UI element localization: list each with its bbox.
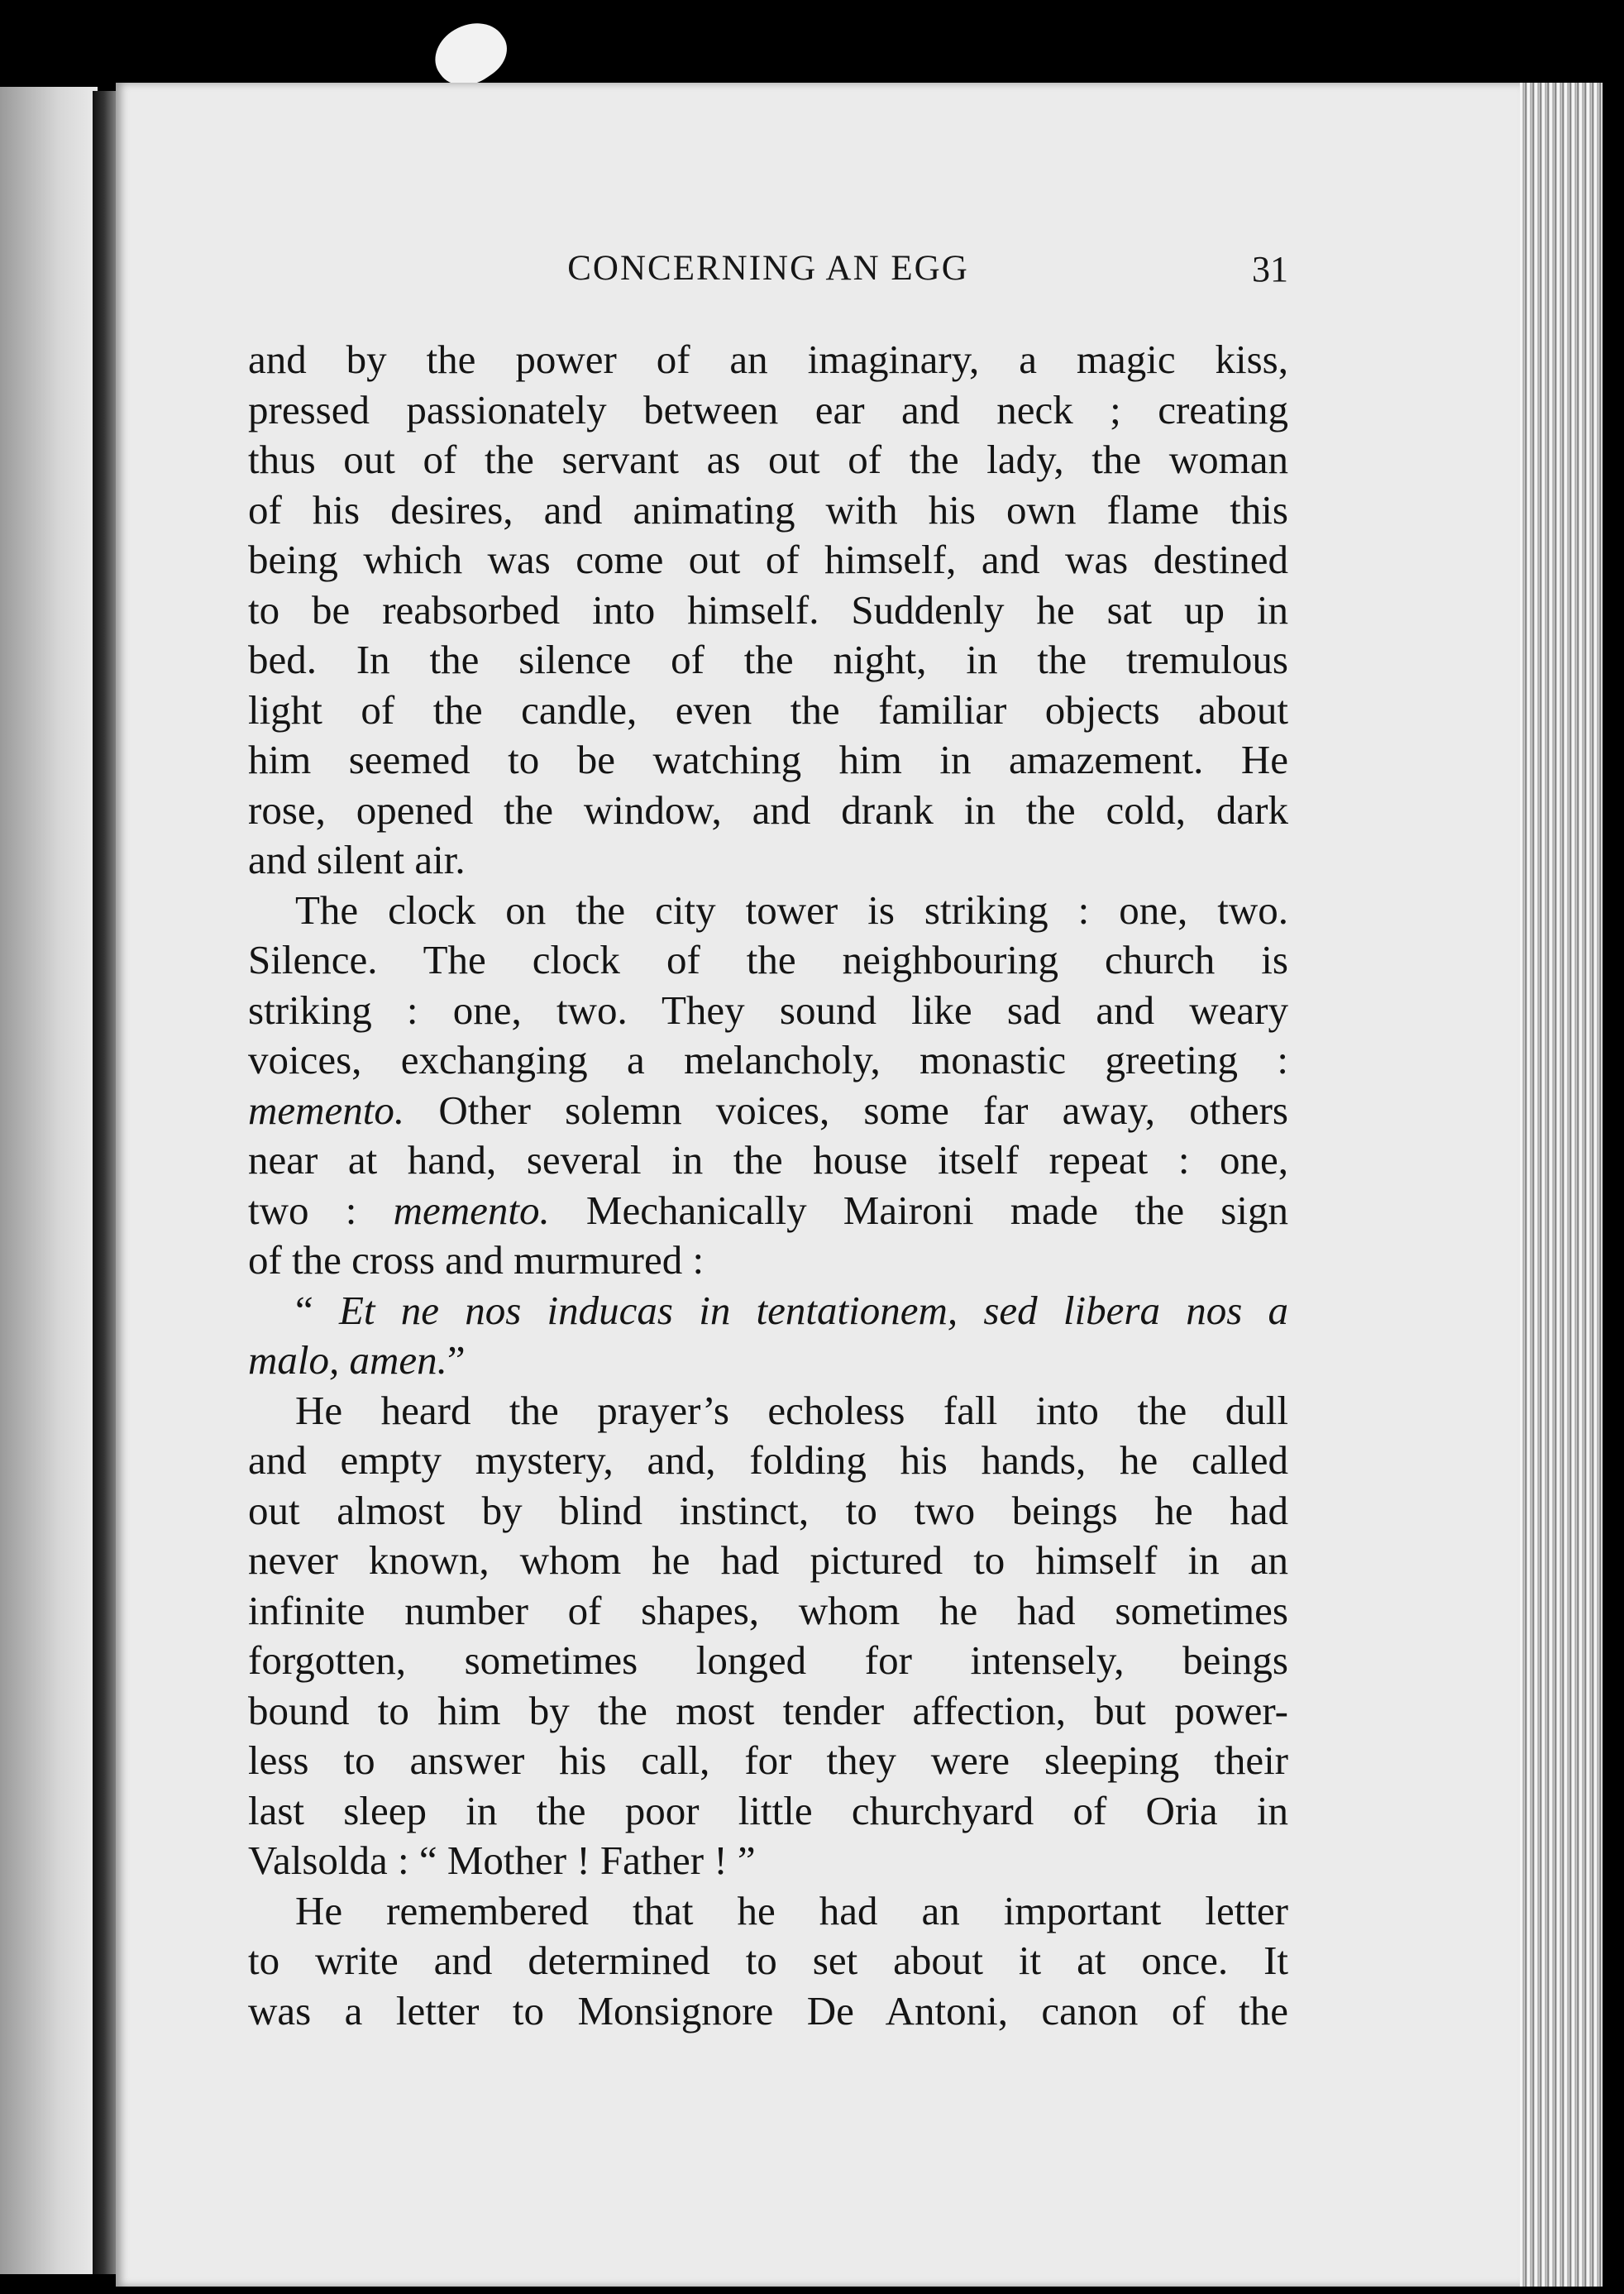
text-line: striking : one, two. They sound like sad and weary (248, 987, 1288, 1033)
open-quote: “ (295, 1287, 339, 1333)
text-line: out almost by blind instinct, to two beings he had (248, 1487, 1288, 1533)
italic-word: memento. (393, 1187, 550, 1233)
text-line: being which was come out of himself, and was destined (248, 537, 1288, 582)
text-line: was a letter to Monsignore De Antoni, canon of the (248, 1987, 1288, 2034)
book-gutter (93, 91, 117, 2274)
text-line: and by the power of an imaginary, a magic kiss, (248, 337, 1288, 382)
running-head (248, 248, 1288, 298)
text-line: pressed passionately between ear and neck ; creating (248, 386, 1288, 433)
body-text (248, 335, 1288, 2036)
text-line: voices, exchanging a melancholy, monastic greeting : (248, 1037, 1288, 1082)
text-line: bound to him by the most tender affection, but power- (248, 1687, 1288, 1733)
text-line: less to answer his call, for they were sleeping their (248, 1737, 1288, 1783)
text-line: light of the candle, even the familiar objects about (248, 686, 1288, 733)
text-line: of his desires, and animating with his own flame this (248, 486, 1288, 533)
close-quote: ” (447, 1337, 466, 1383)
prayer-line (248, 1286, 1288, 1336)
text-line: last sleep in the poor little churchyard of Oria in (248, 1787, 1288, 1833)
text-line: to write and determined to set about it at once. It (248, 1938, 1288, 1983)
text-line: He remembered that he had an important letter (295, 1887, 1288, 1933)
text-line: and empty mystery, and, folding his hands, he called (248, 1437, 1288, 1483)
page-number: 31 (1252, 249, 1288, 289)
text-line: near at hand, several in the house itself repeat : one, (248, 1137, 1288, 1183)
running-title: CONCERNING AN EGG (567, 249, 969, 288)
text-line: He heard the prayer’s echoless fall into the dull (295, 1387, 1288, 1433)
text-line: to be reabsorbed into himself. Suddenly he sat up in (248, 586, 1288, 633)
text-line: Valsolda : “ Mother ! Father ! ” (248, 1838, 756, 1883)
italic-word: memento. (248, 1087, 405, 1133)
page-edges (1520, 83, 1603, 2287)
prayer-line (248, 1336, 1288, 1386)
text-line: Silence. The clock of the neighbouring church is (248, 937, 1288, 982)
facing-page-edge (0, 87, 98, 2274)
text-line (248, 1186, 1288, 1236)
text-run: two : (248, 1187, 394, 1233)
text-line: infinite number of shapes, whom he had sometimes (248, 1587, 1288, 1633)
text-line (248, 1086, 1288, 1136)
text-line: forgotten, sometimes longed for intensely, beings (248, 1637, 1288, 1683)
text-run: Other solemn voices, some far away, others (404, 1087, 1288, 1133)
text-line: never known, whom he had pictured to himself in an (248, 1537, 1288, 1583)
text-line: and silent air. (248, 837, 466, 882)
text-line: of the cross and murmured : (248, 1237, 705, 1283)
text-line: bed. In the silence of the night, in the tremulous (248, 637, 1288, 682)
prayer-text: malo, amen. (248, 1337, 447, 1383)
text-line: him seemed to be watching him in amazement. He (248, 737, 1288, 782)
prayer-text: Et ne nos inducas in tentationem, sed libera nos a (338, 1287, 1288, 1333)
text-run: Mechanically Maironi made the sign (549, 1187, 1288, 1233)
text-line: The clock on the city tower is striking : one, two. (295, 887, 1288, 933)
text-line: rose, opened the window, and drank in the cold, dark (248, 786, 1288, 833)
text-line: thus out of the servant as out of the lady, the woman (248, 437, 1288, 482)
